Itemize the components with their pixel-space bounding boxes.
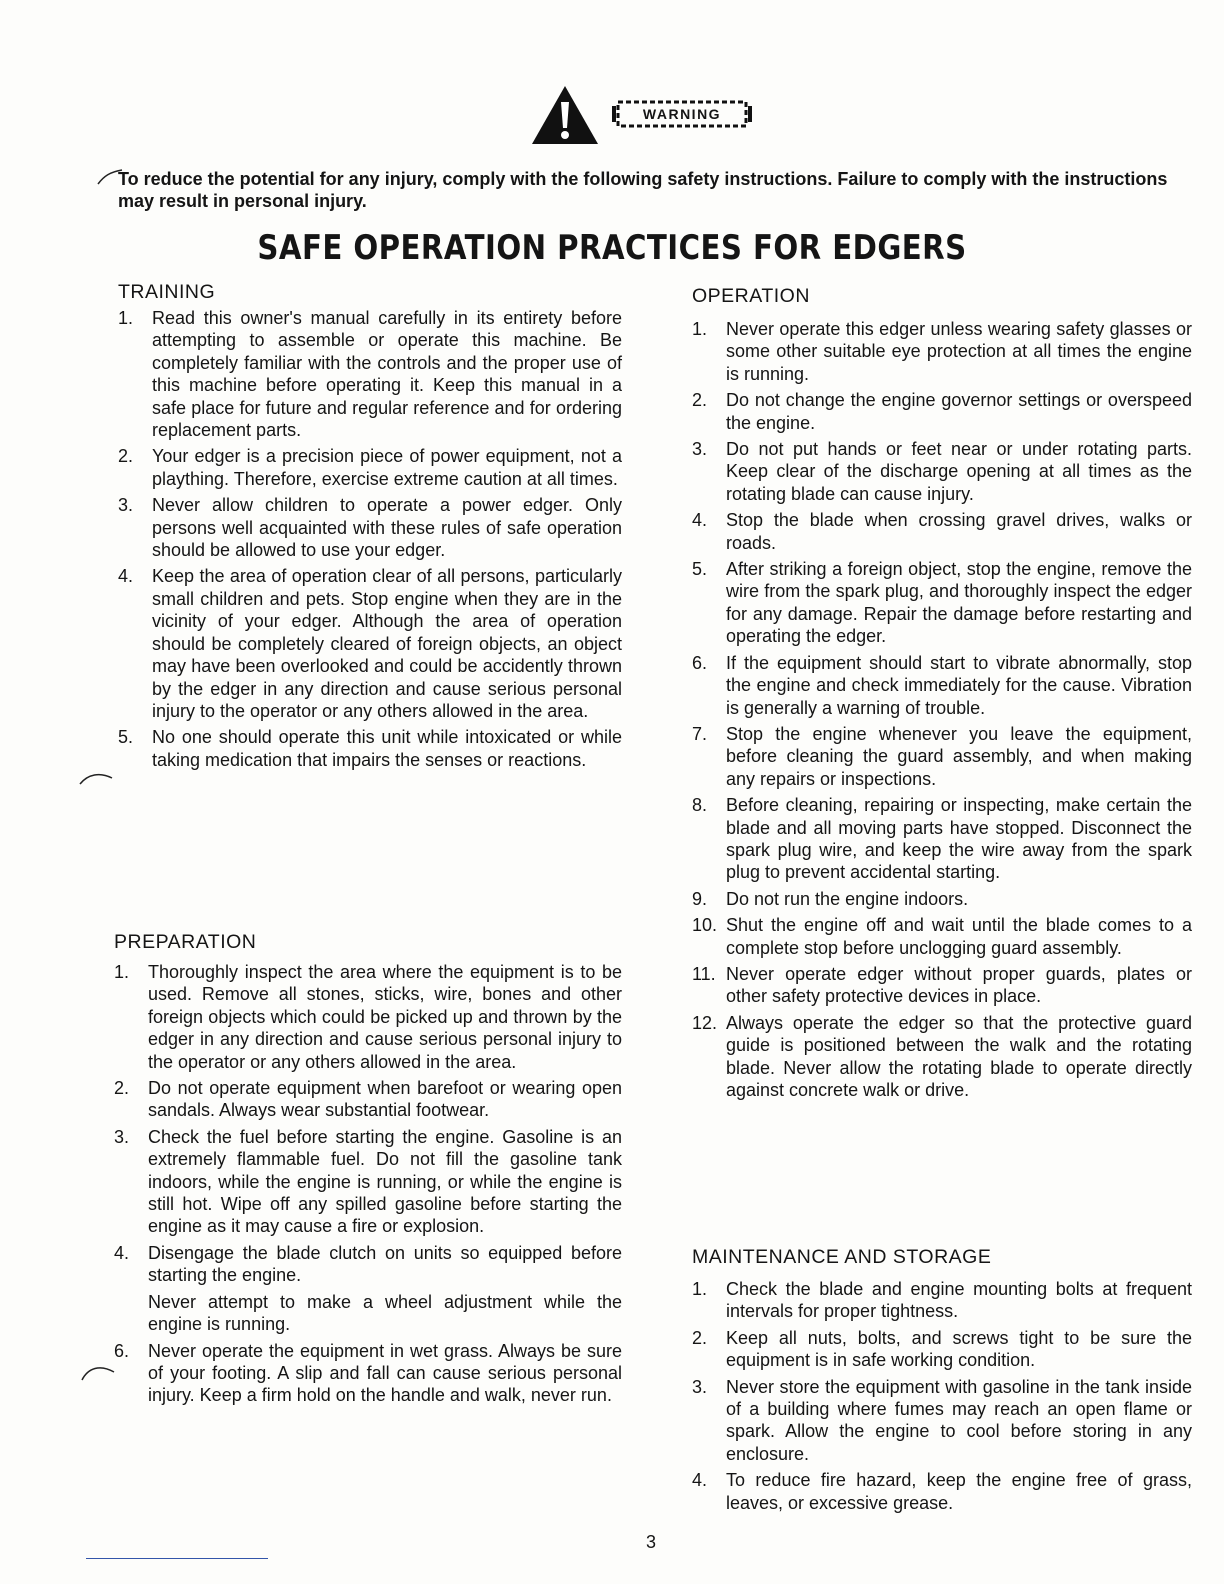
item-text: Thoroughly inspect the area where the equipment is to be used. Remove all stones, sticks, wire, bones and other foreign objects which could be picked up and thrown by the edger in any direction and cause serious personal injury to the operator or any others allowed in the area. bbox=[148, 962, 622, 1072]
list-item bbox=[692, 509, 1192, 554]
item-text: Never operate edger without proper guards, plates or other safety protective devices in place. bbox=[726, 963, 1192, 1007]
list-item bbox=[692, 389, 1192, 434]
item-text: To reduce fire hazard, keep the engine free of grass, leaves, or excessive grease. bbox=[726, 1470, 1192, 1513]
item-text: Disengage the blade clutch on units so equipped before starting the engine. bbox=[148, 1242, 622, 1286]
item-number: 3. bbox=[118, 495, 134, 516]
item-number: 9. bbox=[692, 888, 708, 909]
item-number: 10. bbox=[692, 915, 718, 936]
item-number: 4. bbox=[118, 566, 134, 587]
list-item bbox=[692, 652, 1192, 719]
list-item bbox=[114, 961, 622, 1073]
list-item bbox=[692, 1327, 1192, 1372]
list-item bbox=[692, 1469, 1192, 1514]
item-number: 3. bbox=[114, 1126, 130, 1147]
page-title: SAFE OPERATION PRACTICES FOR EDGERS bbox=[257, 228, 967, 268]
item-text: Never attempt to make a wheel adjustment while the engine is running. bbox=[148, 1291, 622, 1335]
item-number: 4. bbox=[692, 510, 708, 531]
operation-heading: OPERATION bbox=[692, 285, 810, 307]
list-item bbox=[114, 1291, 622, 1336]
training-list bbox=[118, 307, 622, 775]
item-number: 4. bbox=[692, 1470, 708, 1491]
footer-rule bbox=[86, 1558, 268, 1559]
warning-symbol bbox=[530, 84, 760, 148]
item-text: Never allow children to operate a power edger. Only persons well acquainted with these rules of safe operation should be allowed to use your edger. bbox=[152, 495, 622, 561]
item-number: 7. bbox=[692, 723, 708, 744]
item-text: Never operate this edger unless wearing safety glasses or some other suitable eye protection at all times the engine is running. bbox=[726, 319, 1192, 384]
pen-mark-icon bbox=[78, 770, 114, 786]
item-text: If the equipment should start to vibrate abnormally, stop the engine and check immediately for the cause. Vibration is generally a warning of trouble. bbox=[726, 652, 1192, 718]
list-item bbox=[114, 1242, 622, 1287]
item-text: Stop the blade when crossing gravel drives, walks or roads. bbox=[726, 510, 1192, 553]
preparation-heading: PREPARATION bbox=[114, 931, 257, 953]
item-number: 6. bbox=[692, 652, 708, 673]
item-number: 5. bbox=[118, 727, 134, 748]
item-text: Your edger is a precision piece of power equipment, not a plaything. Therefore, exercise extreme caution at all times. bbox=[152, 446, 622, 489]
list-item bbox=[692, 318, 1192, 385]
item-text: Do not change the engine governor settings or overspeed the engine. bbox=[726, 390, 1192, 433]
item-text: After striking a foreign object, stop the engine, remove the wire from the spark plug, and thoroughly inspect the edger for any damage. Repair the damage before restarting and operating the edger. bbox=[726, 559, 1192, 647]
item-text: Keep all nuts, bolts, and screws tight to be sure the equipment is in safe working condition. bbox=[726, 1327, 1192, 1371]
item-number: 1. bbox=[692, 319, 708, 339]
list-item bbox=[114, 1340, 622, 1407]
item-number: 3. bbox=[692, 439, 708, 460]
warning-triangle-icon bbox=[530, 84, 600, 146]
item-text: No one should operate this unit while intoxicated or while taking medication that impairs the senses or reactions. bbox=[152, 727, 622, 770]
item-number: 1. bbox=[114, 962, 130, 982]
list-item bbox=[118, 565, 622, 722]
item-number: 1. bbox=[692, 1279, 708, 1299]
maintenance-list bbox=[692, 1278, 1192, 1518]
list-item bbox=[118, 494, 622, 561]
warning-label-box bbox=[612, 98, 752, 130]
item-text: Never store the equipment with gasoline in the tank inside of a building where fumes may reach an open flame or spark. Allow the engine to cool before storing in any enclosure. bbox=[726, 1376, 1192, 1464]
item-text: Never operate the equipment in wet grass. Always be sure of your footing. A slip and fall can cause serious personal injury. Keep a firm hold on the handle and walk, never run. bbox=[148, 1340, 622, 1406]
pen-mark-icon bbox=[80, 1362, 116, 1382]
list-item bbox=[118, 445, 622, 490]
list-item bbox=[118, 726, 622, 771]
list-item bbox=[692, 438, 1192, 505]
item-text: Read this owner's manual carefully in its entirety before attempting to assemble or operate this machine. Be completely familiar with the controls and the proper use of this machine before operating it. Keep this manual in a safe place for future and regular reference and for ordering replacement parts. bbox=[152, 308, 622, 441]
list-item bbox=[114, 1077, 622, 1122]
list-item bbox=[692, 1376, 1192, 1466]
item-text: Do not operate equipment when barefoot or wearing open sandals. Always wear substantial footwear. bbox=[148, 1078, 622, 1121]
list-item bbox=[692, 794, 1192, 884]
item-number: 6. bbox=[114, 1340, 130, 1361]
item-text: Before cleaning, repairing or inspecting, make certain the blade and all moving parts have stopped. Disconnect the spark plug wire, and keep the wire away from the spark plug to prevent accidental starting. bbox=[726, 795, 1192, 883]
item-text: Shut the engine off and wait until the blade comes to a complete stop before unclogging guard assembly. bbox=[726, 915, 1192, 958]
maintenance-heading: MAINTENANCE AND STORAGE bbox=[692, 1246, 992, 1268]
item-number: 2. bbox=[692, 1327, 708, 1348]
item-text: Check the blade and engine mounting bolts at frequent intervals for proper tightness. bbox=[726, 1279, 1192, 1322]
list-item bbox=[114, 1126, 622, 1238]
warning-label: WARNING bbox=[642, 106, 722, 122]
list-item bbox=[692, 914, 1192, 959]
item-number: 3. bbox=[692, 1376, 708, 1397]
item-number: 4. bbox=[114, 1242, 130, 1263]
intro-text: To reduce the potential for any injury, comply with the following safety instructions. Failure to comply with the instructions may result in personal injury. bbox=[118, 169, 1168, 211]
item-number: 2. bbox=[114, 1078, 130, 1099]
item-number: 5. bbox=[692, 559, 708, 580]
list-item bbox=[692, 723, 1192, 790]
item-number: 2. bbox=[118, 446, 134, 467]
list-item bbox=[692, 888, 1192, 910]
item-text: Always operate the edger so that the protective guard guide is positioned between the walk and the rotating blade. Never allow the rotating blade to operate directly against concrete walk or drive. bbox=[726, 1012, 1192, 1100]
item-text: Check the fuel before starting the engine. Gasoline is an extremely flammable fuel. Do not fill the gasoline tank indoors, while the engine is running, or while the engine is still hot. Wipe off any spilled gasoline before starting the engine as it may cause a fire or explosion. bbox=[148, 1126, 622, 1237]
list-item bbox=[692, 963, 1192, 1008]
item-number: 11. bbox=[692, 963, 716, 984]
preparation-list bbox=[114, 961, 622, 1411]
list-item bbox=[692, 1012, 1192, 1102]
item-number: 8. bbox=[692, 795, 708, 816]
training-heading: TRAINING bbox=[118, 281, 216, 303]
item-text: Stop the engine whenever you leave the equipment, before cleaning the guard assembly, and when making any repairs or inspections. bbox=[726, 723, 1192, 789]
item-text: Do not run the engine indoors. bbox=[726, 888, 969, 909]
page-number: 3 bbox=[646, 1532, 657, 1552]
item-number: 1. bbox=[118, 308, 134, 328]
operation-list bbox=[692, 318, 1192, 1105]
list-item bbox=[692, 558, 1192, 648]
list-item bbox=[692, 1278, 1192, 1323]
list-item bbox=[118, 307, 622, 441]
item-number: 2. bbox=[692, 390, 708, 411]
item-text: Keep the area of operation clear of all persons, particularly small children and pets. Stop engine when they are in the vicinity of your edger. Although the area of operation should be completely cleared of foreign objects, an object may have been overlooked and could be accidently thrown by the edger in any direction and cause serious personal injury to the operator or any others allowed in the area. bbox=[152, 566, 622, 721]
item-text: Do not put hands or feet near or under rotating parts. Keep clear of the discharge opening at all times as the rotating blade can cause injury. bbox=[726, 439, 1192, 504]
item-number: 12. bbox=[692, 1012, 718, 1033]
